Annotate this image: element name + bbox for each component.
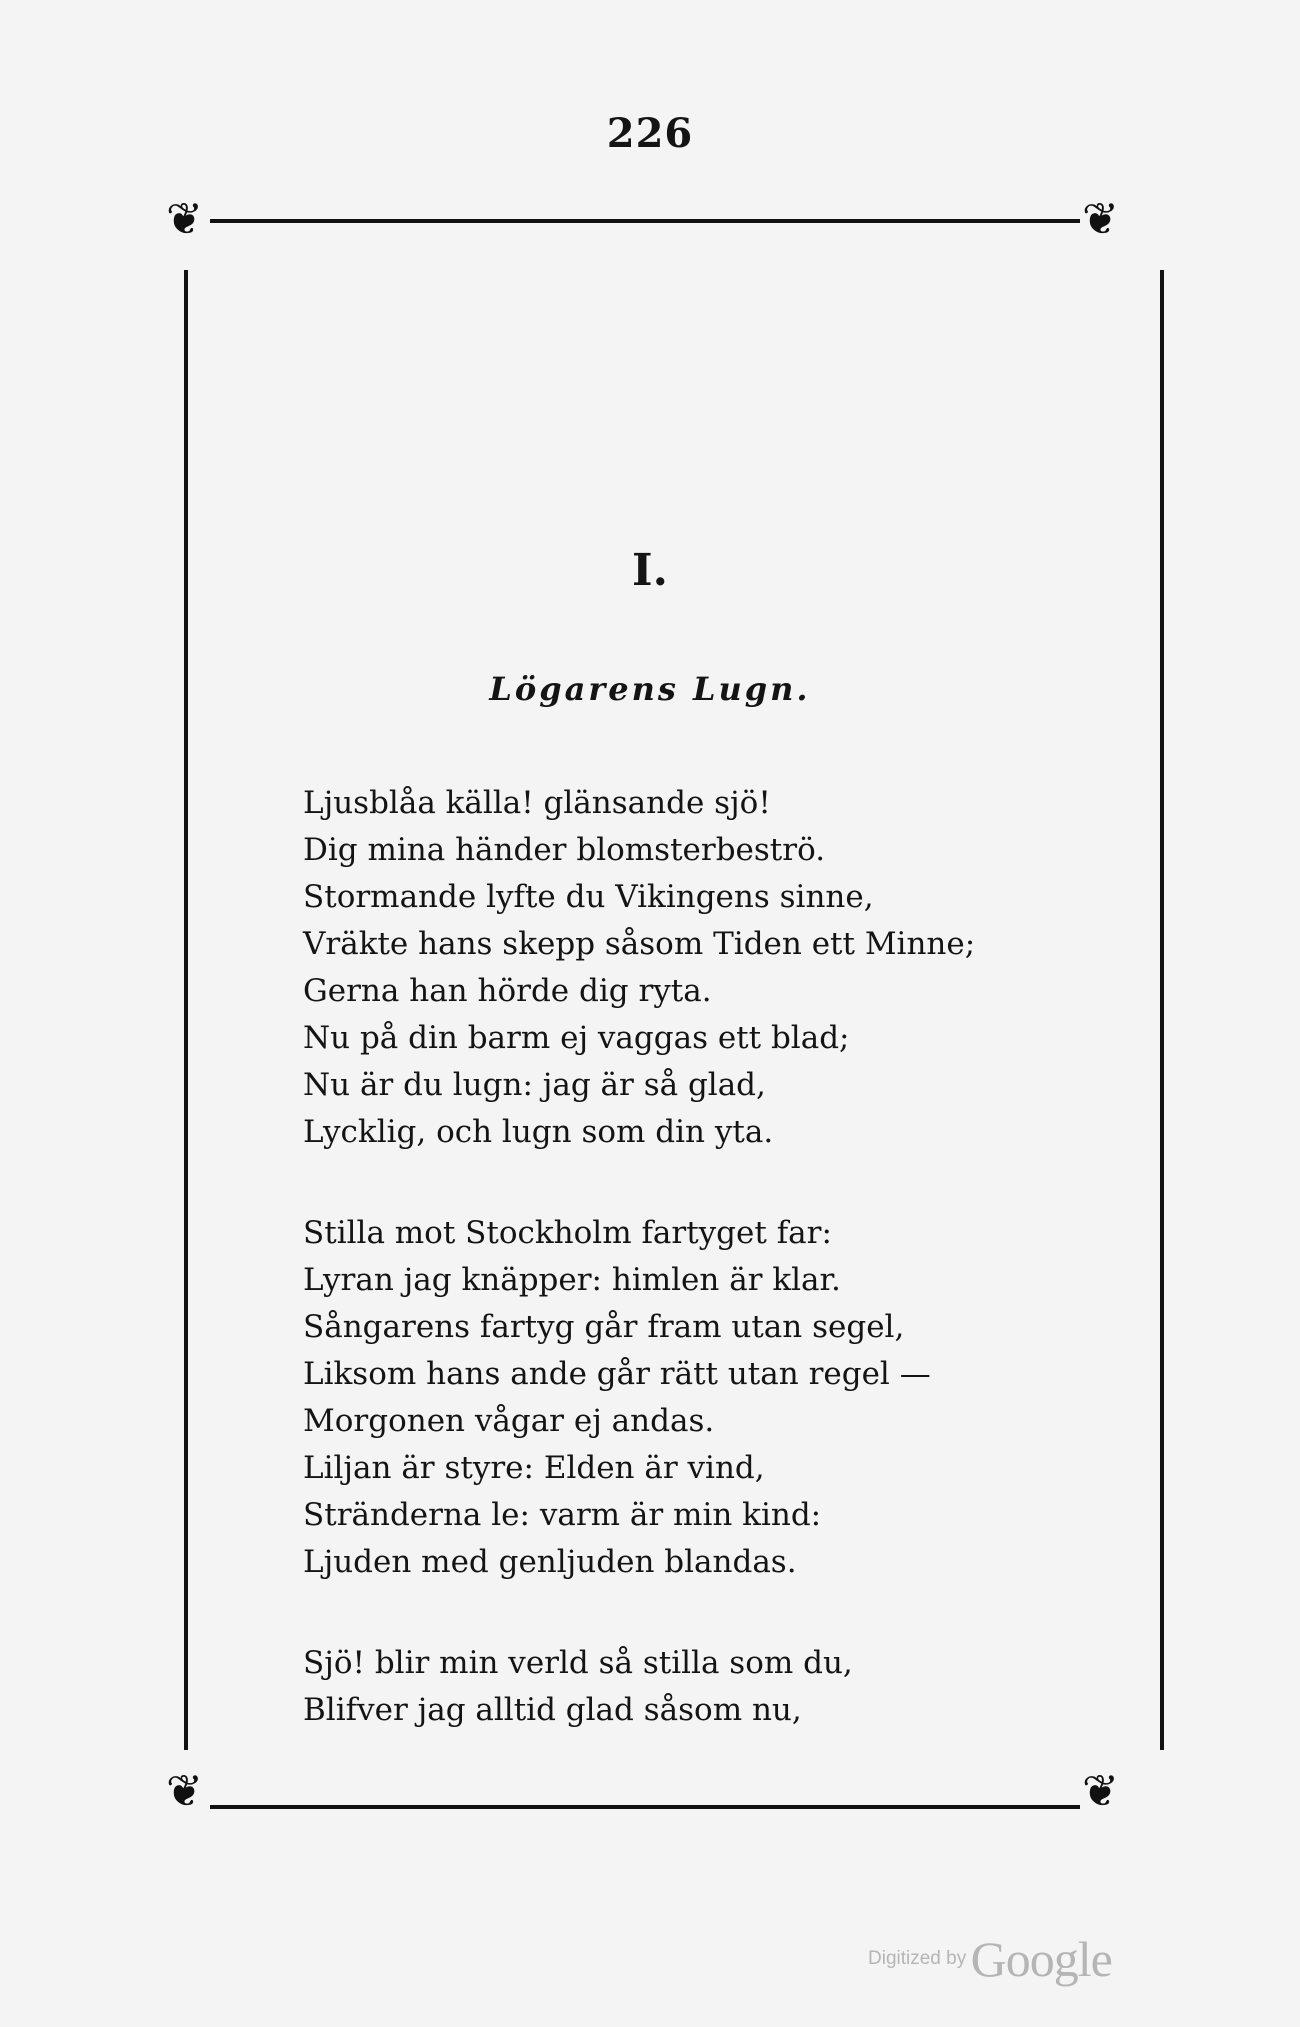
poem-line: Ljusblåa källa! glänsande sjö! xyxy=(303,785,771,821)
poem-line: Stormande lyfte du Vikingens sinne, xyxy=(303,879,874,915)
poem-line: Blifver jag alltid glad såsom nu, xyxy=(303,1692,802,1728)
poem-line: Lyran jag knäpper: himlen är klar. xyxy=(303,1262,841,1298)
floral-corner-icon: ❦ xyxy=(1082,1766,1119,1817)
poem-line: Stilla mot Stockholm fartyget far: xyxy=(303,1215,832,1251)
stanza xyxy=(303,1210,1023,1586)
poem-line: Sjö! blir min verld så stilla som du, xyxy=(303,1645,853,1681)
page-number: 226 xyxy=(606,110,694,157)
poem-line: Dig mina händer blomsterbeströ. xyxy=(303,832,826,868)
poem-line: Nu är du lugn: jag är så glad, xyxy=(303,1067,766,1103)
poem-line: Ljuden med genljuden blandas. xyxy=(303,1544,797,1580)
floral-corner-icon: ❦ xyxy=(166,194,203,245)
poem-line: Liksom hans ande går rätt utan regel — xyxy=(303,1356,931,1392)
digitized-watermark xyxy=(868,1930,1112,1988)
poem-line: Morgonen vågar ej andas. xyxy=(303,1403,715,1439)
poem-body xyxy=(303,780,1023,1788)
poem-line: Liljan är styre: Elden är vind, xyxy=(303,1450,765,1486)
poem-line: Nu på din barm ej vaggas ett blad; xyxy=(303,1020,850,1056)
poem-line: Vräkte hans skepp såsom Tiden ett Minne; xyxy=(303,926,976,962)
floral-corner-icon: ❦ xyxy=(1082,194,1119,245)
floral-corner-icon: ❦ xyxy=(166,1766,203,1817)
watermark-prefix: Digitized by xyxy=(868,1948,967,1969)
section-numeral: I. xyxy=(632,545,668,596)
poem-line: Lycklig, och lugn som din yta. xyxy=(303,1114,774,1150)
stanza xyxy=(303,780,1023,1156)
poem-line: Stränderna le: varm är min kind: xyxy=(303,1497,822,1533)
stanza xyxy=(303,1640,1023,1734)
poem-line: Sångarens fartyg går fram utan segel, xyxy=(303,1309,905,1345)
google-logo: Google xyxy=(970,1931,1112,1987)
poem-title: Lögarens Lugn. xyxy=(489,670,811,708)
poem-line: Gerna han hörde dig ryta. xyxy=(303,973,712,1009)
